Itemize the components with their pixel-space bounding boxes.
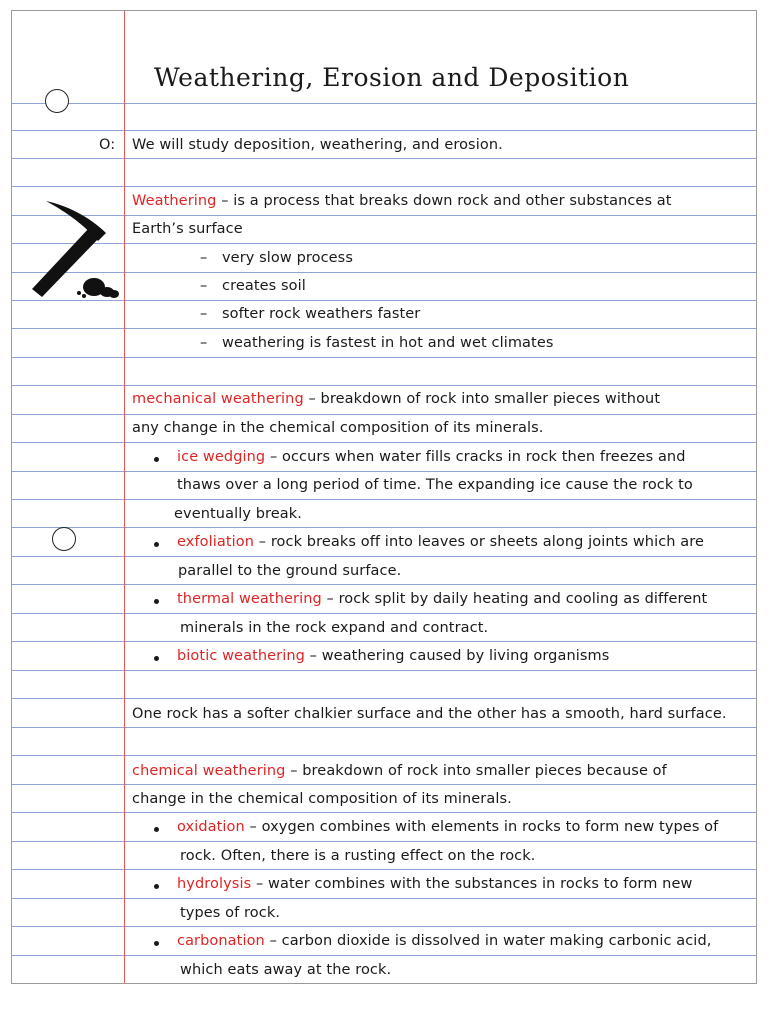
weathering-point: very slow process	[222, 250, 353, 266]
weathering-point: weathering is fastest in hot and wet climates	[222, 335, 554, 351]
bullet	[154, 542, 159, 547]
carbonation-continuation: which eats away at the rock.	[180, 962, 392, 978]
hydrolysis-term: hydrolysis	[177, 876, 252, 892]
oxidation-item	[177, 817, 718, 837]
carbonation-term: carbonation	[177, 933, 265, 949]
bullet	[154, 884, 159, 889]
bullet	[154, 599, 159, 604]
carbonation-item	[177, 931, 711, 951]
objective-label: O:	[99, 137, 116, 153]
biotic-weathering-text: – weathering caused by living organisms	[304, 648, 610, 664]
oxidation-term: oxidation	[177, 819, 245, 835]
ice-wedging-item	[177, 447, 686, 467]
binder-hole	[52, 527, 76, 551]
hydrolysis-continuation: types of rock.	[180, 905, 281, 921]
chemical-term: chemical weathering	[132, 763, 286, 779]
carbonation-text: – carbon dioxide is dissolved in water making carbonic acid,	[264, 933, 712, 949]
binder-hole	[45, 89, 69, 113]
chemical-def-text: – breakdown of rock into smaller pieces because of	[285, 763, 667, 779]
mechanical-definition	[132, 389, 660, 409]
exfoliation-continuation: parallel to the ground surface.	[178, 563, 402, 579]
ice-wedging-continuation: thaws over a long period of time. The expanding ice cause the rock to	[177, 477, 693, 493]
oxidation-text: – oxygen combines with elements in rocks to form new types of	[244, 819, 719, 835]
bullet	[154, 827, 159, 832]
page-title: Weathering, Erosion and Deposition	[154, 63, 630, 92]
weathering-definition	[132, 191, 672, 211]
ice-wedging-term: ice wedging	[177, 449, 266, 465]
chemical-definition	[132, 761, 667, 781]
notebook-page	[11, 10, 757, 984]
ice-wedging-continuation: eventually break.	[174, 506, 302, 522]
dash-bullet: –	[200, 278, 208, 294]
margin-line	[124, 11, 125, 983]
exfoliation-term: exfoliation	[177, 534, 255, 550]
dash-bullet: –	[200, 335, 208, 351]
bullet	[154, 941, 159, 946]
weathering-def-text: – is a process that breaks down rock and other substances at	[216, 193, 672, 209]
mechanical-term: mechanical weathering	[132, 391, 304, 407]
dash-bullet: –	[200, 250, 208, 266]
weathering-term: Weathering	[132, 193, 217, 209]
objective-text: We will study deposition, weathering, and erosion.	[132, 137, 503, 153]
exfoliation-item	[177, 532, 704, 552]
mechanical-def-continuation: any change in the chemical composition of its minerals.	[132, 420, 544, 436]
weathering-point: creates soil	[222, 278, 306, 294]
thermal-weathering-continuation: minerals in the rock expand and contract.	[180, 620, 489, 636]
bullet	[154, 656, 159, 661]
dash-bullet: –	[200, 306, 208, 322]
oxidation-continuation: rock. Often, there is a rusting effect on the rock.	[180, 848, 536, 864]
thermal-weathering-term: thermal weathering	[177, 591, 322, 607]
thermal-weathering-item	[177, 589, 707, 609]
weathering-def-continuation: Earth’s surface	[132, 221, 243, 237]
weathering-point: softer rock weathers faster	[222, 306, 421, 322]
exfoliation-text: – rock breaks off into leaves or sheets along joints which are	[254, 534, 705, 550]
mechanical-def-text: – breakdown of rock into smaller pieces without	[303, 391, 661, 407]
ice-wedging-text: – occurs when water fills cracks in rock then freezes and	[265, 449, 686, 465]
rock-hammer-icon	[28, 199, 124, 299]
hydrolysis-item	[177, 874, 692, 894]
chemical-def-continuation: change in the chemical composition of its minerals.	[132, 791, 512, 807]
thermal-weathering-text: – rock split by daily heating and cooling as different	[321, 591, 708, 607]
hydrolysis-text: – water combines with the substances in rocks to form new	[251, 876, 693, 892]
bullet	[154, 457, 159, 462]
observation-text: One rock has a softer chalkier surface and the other has a smooth, hard surface.	[132, 706, 727, 722]
biotic-weathering-term: biotic weathering	[177, 648, 305, 664]
biotic-weathering-item	[177, 646, 609, 666]
